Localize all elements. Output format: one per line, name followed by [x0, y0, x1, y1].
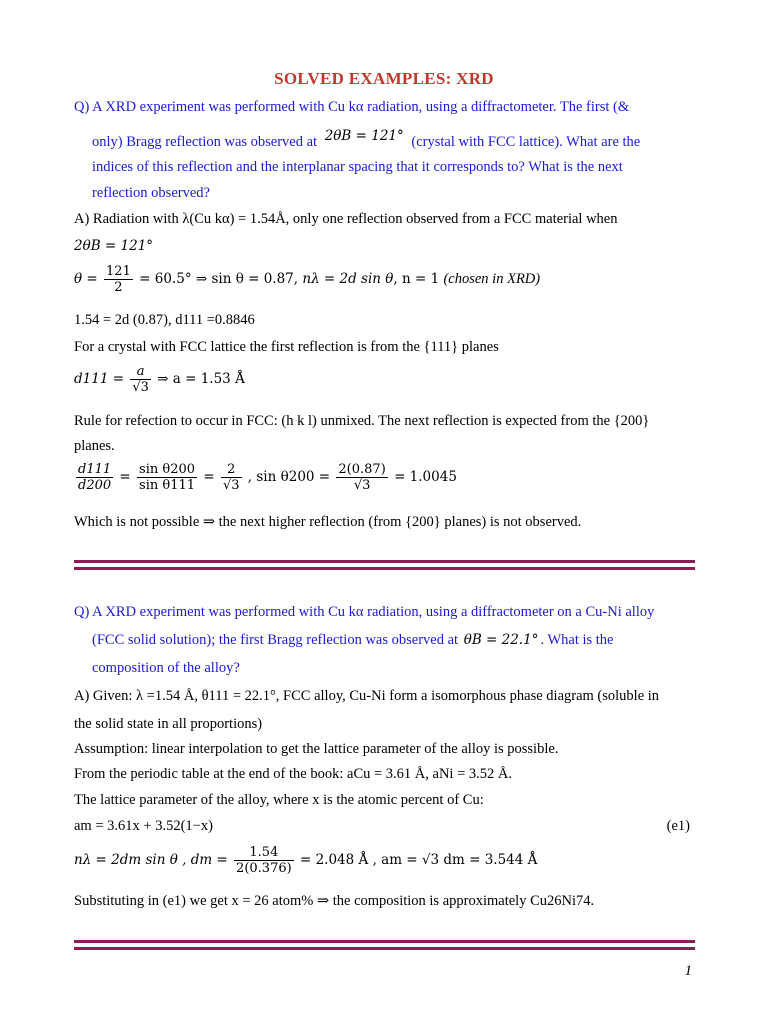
a1-eq2-bragg: nλ = 2d sin θ — [302, 271, 394, 287]
q1-line3: indices of this reflection and the interplanar spacing that it corresponds to? What is the next — [92, 159, 623, 175]
q2-angle-equation: θB = 22.1° — [463, 632, 539, 648]
a1-eq4-result: ⇒ a = 1.53 Å — [157, 371, 245, 387]
a2-eq7-fraction — [234, 845, 294, 876]
a2-eq7-num: 1.54 — [234, 845, 294, 861]
q1-line2-text-a: only) Bragg reflection was observed at — [92, 134, 318, 150]
a1-eq5-result: = 1.0045 — [394, 469, 457, 485]
a2-line3: Assumption: linear interpolation to get the lattice parameter of the alloy is possible. — [74, 741, 559, 757]
a1-eq5-d200: d200 — [78, 478, 112, 493]
q2-line2 — [92, 632, 613, 649]
equation-tag-e1: (e1) — [666, 818, 690, 834]
a1-eq2 — [74, 264, 540, 295]
a2-eq7-den: 2(0.376) — [236, 861, 292, 876]
a1-eq5-sin-fraction — [336, 462, 387, 493]
a2-line8: Substituting in (e1) we get x = 26 atom% ⇒ the composition is approximately Cu26Ni74. — [74, 893, 595, 909]
a1-eq2-theta: θ = — [74, 271, 98, 287]
a1-eq5-two: 2 — [221, 462, 242, 478]
a1-eq4-fraction — [130, 364, 151, 395]
a2-line6: am = 3.61x + 3.52(1−x) — [74, 818, 213, 834]
a2-line4: From the periodic table at the end of the book: aCu = 3.61 Å, aNi = 3.52 Å. — [74, 766, 512, 782]
a1-eq4-num: a — [130, 364, 151, 380]
q2-line2-text-a: (FCC solid solution); the first Bragg reflection was observed at — [92, 632, 459, 648]
q1-line2 — [92, 128, 641, 151]
a1-eq4 — [74, 364, 245, 395]
q2-line2-text-b: . What is the — [540, 632, 614, 648]
a1-eq5: $\frac{d111}{d200}$ = $\frac{\text{sin θ200}}{\text{sin θ111}}$ = $\frac{2}{√3}$ , sin θ200 = $\frac{2(0.87)}{√3}$ = 1.0045 — [78, 462, 457, 493]
a1-eq4-den: √3 — [132, 380, 149, 395]
section-divider-2 — [74, 940, 695, 950]
a2-line1: A) Given: λ =1.54 Å, θ111 = 22.1°, FCC alloy, Cu-Ni form a isomorphous phase diagram (soluble in — [74, 688, 660, 704]
a1-eq1: 2θB = 121° — [74, 238, 154, 254]
a1-eq5-root3: √3 — [222, 478, 240, 493]
a1-eq2-note: (chosen in XRD) — [443, 271, 541, 287]
a2-eq7-lhs: nλ = 2dm sin θ , dm = — [74, 852, 228, 868]
q2-line1: Q) A XRD experiment was performed with Cu kα radiation, using a diffractometer on a Cu-Ni alloy — [74, 604, 655, 620]
a1-eq5-ratio-value — [221, 462, 242, 493]
page-number: 1 — [684, 963, 692, 979]
a1-eq5-sin-den: √3 — [353, 478, 371, 493]
a1-eq5-ratio-sin — [137, 462, 197, 493]
a1-planes: planes. — [74, 438, 115, 454]
q1-line2-text-b: (crystal with FCC lattice). What are the — [411, 134, 641, 150]
a1-conclusion: Which is not possible ⇒ the next higher reflection (from {200} planes) is not observed. — [74, 514, 582, 530]
a1-eq4-lhs: d111 = — [74, 371, 125, 387]
a1-eq5-sin-label: , sin θ200 = — [247, 469, 331, 485]
a1-eq2-fraction — [104, 264, 133, 295]
a1-eq3: 1.54 = 2d (0.87), d111 =0.8846 — [74, 312, 255, 328]
a1-eq2-n: , n = 1 — [393, 271, 440, 287]
a2-line2: the solid state in all proportions) — [74, 716, 263, 732]
a1-eq2-num: 121 — [106, 264, 131, 279]
a1-eq2-den: 2 — [114, 280, 123, 295]
q1-line1: Q) A XRD experiment was performed with Cu kα radiation, using a diffractometer. The first (& — [74, 99, 630, 115]
a1-eq5-sin-num: 2(0.87) — [338, 462, 386, 477]
q1-line4: reflection observed? — [92, 185, 210, 201]
a2-eq7-result: = 2.048 Å , am = √3 dm = 3.544 Å — [299, 852, 538, 868]
a1-line1: A) Radiation with λ(Cu kα) = 1.54Å, only one reflection observed from a FCC material when — [74, 211, 618, 227]
a1-fcc-line: For a crystal with FCC lattice the first reflection is from the {111} planes — [74, 339, 499, 355]
a1-eq2-result: = 60.5° ⇒ sin θ = 0.87, — [139, 271, 299, 287]
a2-line5: The lattice parameter of the alloy, where x is the atomic percent of Cu: — [74, 792, 484, 808]
a1-eq5-sin200: sin θ200 — [139, 462, 196, 477]
section-divider-1 — [74, 560, 695, 570]
page-title: SOLVED EXAMPLES: XRD — [274, 69, 494, 88]
q2-line3: composition of the alloy? — [92, 660, 240, 676]
a1-rule-line: Rule for refection to occur in FCC: (h k l) unmixed. The next reflection is expected from the {200} — [74, 413, 650, 429]
a1-eq5-sin111: sin θ111 — [139, 478, 196, 493]
q1-angle-equation: 2θB = 121° — [324, 128, 404, 144]
a2-eq7 — [74, 845, 537, 876]
a1-eq5-ratio-d — [76, 462, 113, 493]
a1-eq5-d111: d111 — [78, 462, 112, 477]
